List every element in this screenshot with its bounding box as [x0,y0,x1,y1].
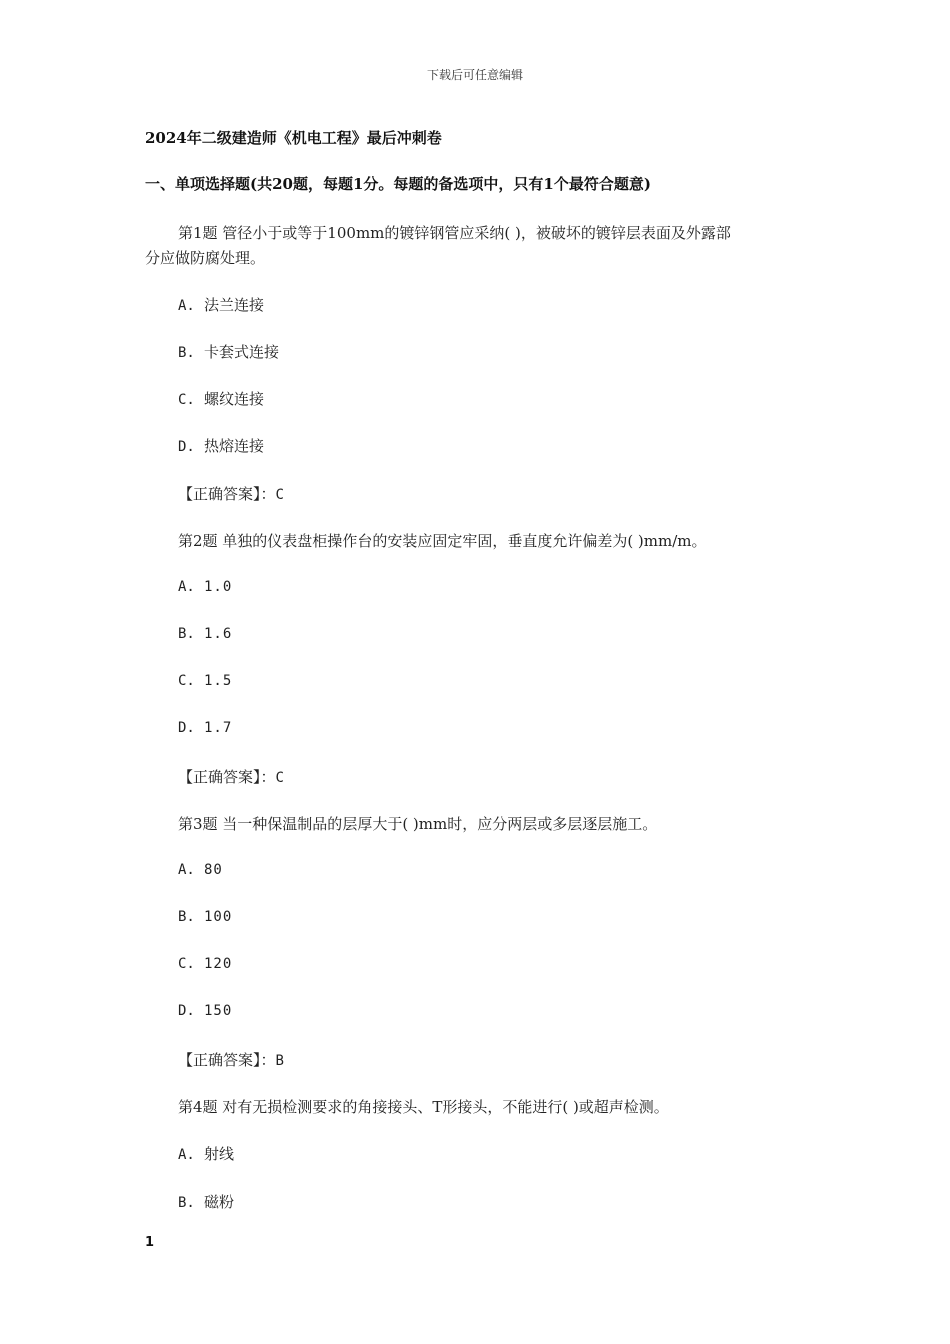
question-3-option-b: B. 100 [178,909,233,925]
section-heading: 一、单项选择题(共20题，每题1分。每题的备选项中，只有1个最符合题意) [145,175,651,193]
question-2-option-c: C. 1.5 [178,673,233,689]
page-number: 1 [145,1235,155,1250]
question-2-option-a: A. 1.0 [178,579,233,595]
question-4-option-b: B. 磁粉 [178,1193,235,1211]
page-header: 下载后可任意编辑 [426,68,523,82]
question-1-stem-line1: 第1题 管径小于或等于100mm的镀锌钢管应采纳( )，被破坏的镀锌层表面及外露部 [178,224,731,242]
question-1-answer: 【正确答案】：C [178,485,284,503]
question-3-option-a: A. 80 [178,862,223,878]
question-2-answer: 【正确答案】：C [178,768,284,786]
question-1-option-c: C. 螺纹连接 [178,390,265,408]
question-2-option-d: D. 1.7 [178,720,233,736]
question-1-option-b: B. 卡套式连接 [178,343,280,361]
document-title: 2024年二级建造师《机电工程》最后冲刺卷 [145,129,442,147]
question-1-stem-line2: 分应做防腐处理。 [145,249,266,267]
question-3-stem: 第3题 当一种保温制品的层厚大于( )mm时，应分两层或多层逐层施工。 [178,815,658,833]
question-2-option-b: B. 1.6 [178,626,233,642]
question-1-option-d: D. 热熔连接 [178,437,265,455]
question-3-answer: 【正确答案】：B [178,1051,284,1069]
question-2-stem: 第2题 单独的仪表盘柜操作台的安装应固定牢固，垂直度允许偏差为( )mm/m。 [178,532,707,550]
question-3-option-c: C. 120 [178,956,233,972]
question-3-option-d: D. 150 [178,1003,233,1019]
question-4-option-a: A. 射线 [178,1145,235,1163]
question-4-stem: 第4题 对有无损检测要求的角接接头、T形接头，不能进行( )或超声检测。 [178,1098,669,1116]
question-1-option-a: A. 法兰连接 [178,296,265,314]
